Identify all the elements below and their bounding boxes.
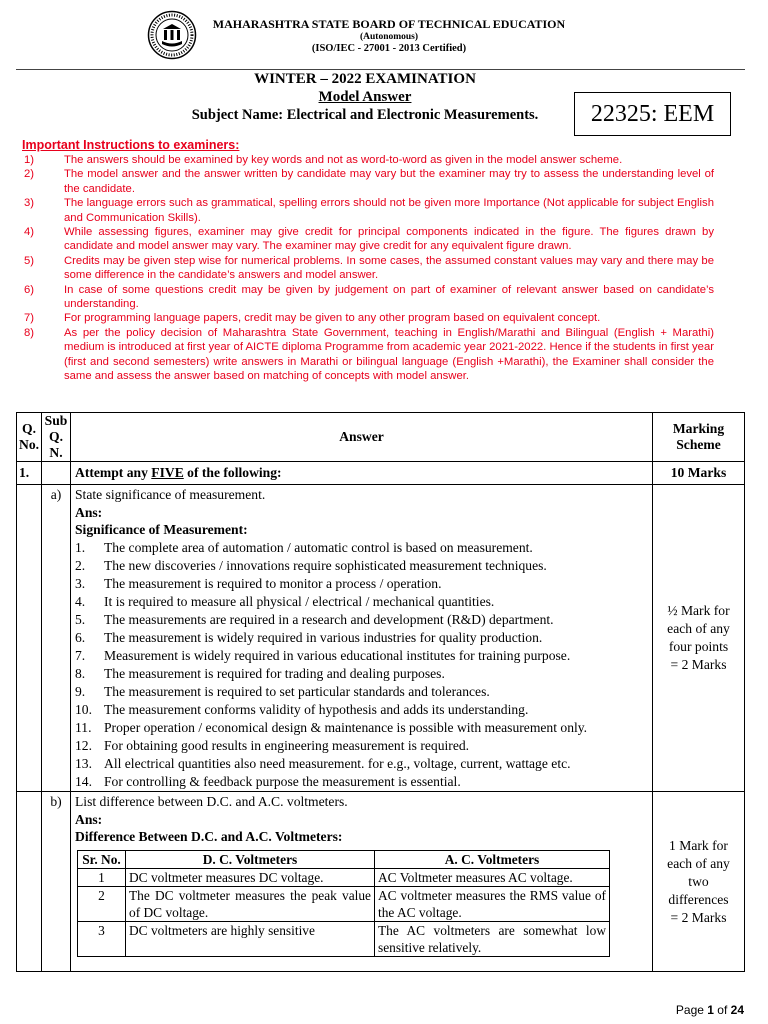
list-item: 13. All electrical quantities also need measurement. for e.g., voltage, current, wattage etc. xyxy=(75,756,571,771)
exam-title: WINTER – 2022 EXAMINATION xyxy=(254,71,476,87)
difference-table xyxy=(77,850,610,957)
list-item: 7. Measurement is widely required in various educational institutes for training purpose. xyxy=(75,648,571,663)
marking-b: 1 Mark for each of any two differences = 2 Marks xyxy=(653,792,745,972)
ans-label: Ans: xyxy=(75,812,103,827)
answer-heading: Significance of Measurement: xyxy=(75,522,248,537)
instruction-item: 2) The model answer and the answer written by candidate may vary but the examiner may try to assess the understanding level of the candidate. xyxy=(24,168,714,195)
header-q-no: Q. No. xyxy=(17,413,42,462)
col-sr-no: Sr. No. xyxy=(78,851,126,869)
header-sub-q: Sub Q. N. xyxy=(42,413,71,462)
header-divider xyxy=(16,69,745,70)
instruction-item: 8) As per the policy decision of Maharashtra State Government, teaching in English/Marathi and Bilingual (English + Marathi) medium is introduced at first year of AICTE diploma Programme from academic year 2021-2022. Hence if the students in first year (first and second semesters) write answers in Marathi or bilingual language (English +Marathi), the Examiner shall consider the same and assess the answer based on matching of concepts with model answer. xyxy=(24,326,714,383)
header-answer: Answer xyxy=(71,413,653,462)
list-item: 6. The measurement is widely required in various industries for quality production. xyxy=(75,630,543,645)
subquestion-row-a xyxy=(17,485,745,792)
sub-question-label: a) xyxy=(42,485,71,792)
list-item: 1. The complete area of automation / automatic control is based on measurement. xyxy=(75,540,533,555)
sub-question-text: State significance of measurement. xyxy=(75,487,266,502)
col-ac-voltmeters: A. C. Voltmeters xyxy=(375,851,610,869)
instruction-item: 7) For programming language papers, credit may be given to any other program based on equivalent concept. xyxy=(24,312,601,325)
instruction-item: 4) While assessing figures, examiner may give credit for principal components indicated in the figure. The figures drawn by candidate and model answer may vary. The examiner may give credit for any equivalent figure drawn. xyxy=(24,226,714,253)
list-item: 12. For obtaining good results in engineering measurement is required. xyxy=(75,738,470,753)
page-number: Page 1 of 24 xyxy=(675,1003,744,1017)
question-marks: 10 Marks xyxy=(653,462,745,485)
instruction-item: 1) The answers should be examined by key words and not as word-to-word as given in the model answer scheme. xyxy=(24,154,623,166)
question-row xyxy=(17,462,745,485)
answer-cell-b xyxy=(71,792,653,972)
list-item: 3. The measurement is required to monitor a process / operation. xyxy=(75,576,442,591)
list-item: 5. The measurements are required in a research and development (R&D) department. xyxy=(75,612,554,627)
instructions-heading: Important Instructions to examiners: xyxy=(22,138,240,152)
header-marking-scheme: Marking Scheme xyxy=(653,413,745,462)
list-item: 8. The measurement is required for trading and dealing purposes. xyxy=(75,666,445,681)
marking-a: ½ Mark for each of any four points = 2 Marks xyxy=(653,485,745,792)
subquestion-row-b xyxy=(17,792,745,972)
question-number: 1. xyxy=(17,462,42,485)
subject-name: Subject Name: Electrical and Electronic Measurements. xyxy=(191,107,539,123)
sub-question-text: List difference between D.C. and A.C. voltmeters. xyxy=(75,794,348,809)
model-answer-title: Model Answer xyxy=(318,89,412,105)
subject-code-box: 22325: EEM xyxy=(574,92,731,136)
difference-header-row xyxy=(78,851,610,869)
instruction-item: 3) The language errors such as grammatical, spelling errors should not be given more Importance (Not applicable for subject English and Communication Skills). xyxy=(24,197,714,224)
msbte-logo xyxy=(147,10,197,60)
list-item: 9. The measurement is required to set particular standards and tolerances. xyxy=(75,684,490,699)
list-item: 14. For controlling & feedback purpose the measurement is essential. xyxy=(75,774,461,789)
list-item: 11. Proper operation / economical design & maintenance is possible with measurement only. xyxy=(75,720,588,735)
model-answer-table xyxy=(16,412,745,972)
list-item: 10. The measurement conforms validity of hypothesis and adds its understanding. xyxy=(75,702,529,717)
question-prompt: Attempt any FIVE of the following: xyxy=(71,462,653,485)
list-item: 4. It is required to measure all physical / electrical / mechanical quantities. xyxy=(75,594,495,609)
autonomous-label: (Autonomous) xyxy=(359,32,419,42)
table-header-row xyxy=(17,413,745,462)
table-row: 2 The DC voltmeter measures the peak value of DC voltage. AC voltmeter measures the RMS value of the AC voltage. xyxy=(78,887,610,922)
instructions-list xyxy=(24,153,714,384)
table-row: 3 DC voltmeters are highly sensitive The AC voltmeters are somewhat low sensitive relatively. xyxy=(78,922,610,957)
answer-heading: Difference Between D.C. and A.C. Voltmeters: xyxy=(75,829,343,844)
iso-certification: (ISO/IEC - 27001 - 2013 Certified) xyxy=(311,43,467,54)
table-row: 1 DC voltmeter measures DC voltage. AC Voltmeter measures AC voltage. xyxy=(78,869,610,887)
instruction-item: 6) In case of some questions credit may be given by judgement on part of examiner of relevant answer based on candidate’s understanding. xyxy=(24,283,714,311)
ans-label: Ans: xyxy=(75,505,103,520)
list-item: 2. The new discoveries / innovations require sophisticated measurement techniques. xyxy=(75,558,547,573)
col-dc-voltmeters: D. C. Voltmeters xyxy=(126,851,375,869)
significance-list xyxy=(75,539,648,791)
instruction-item: 5) Credits may be given step wise for numerical problems. In some cases, the assumed constant values may vary and there may be some difference in the candidate’s answers and model answer. xyxy=(24,254,714,282)
board-name: MAHARASHTRA STATE BOARD OF TECHNICAL EDUCATION xyxy=(212,17,566,31)
answer-cell-a xyxy=(71,485,653,792)
sub-question-label: b) xyxy=(42,792,71,972)
